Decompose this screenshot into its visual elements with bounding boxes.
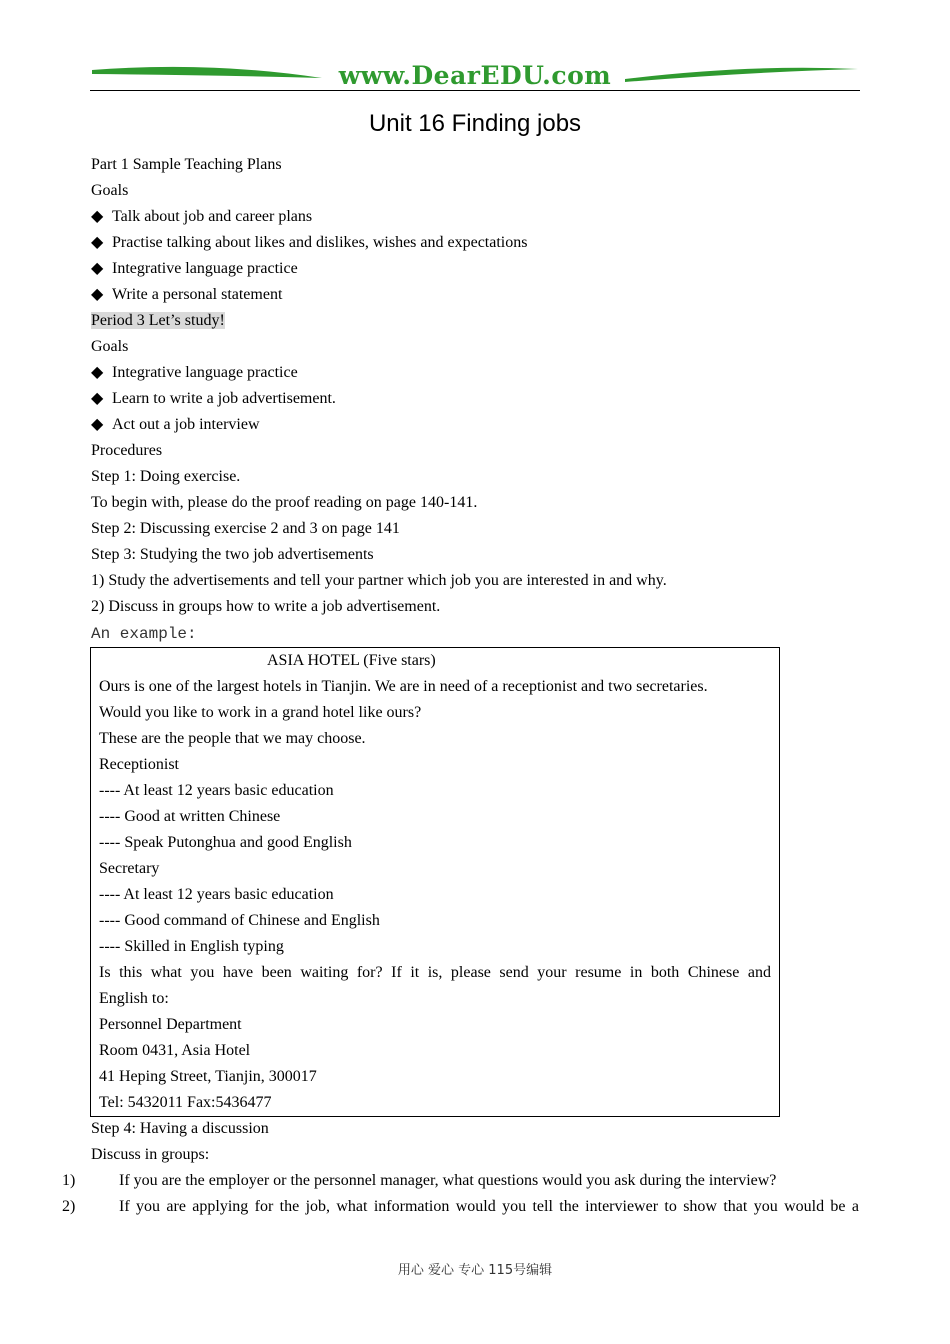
goal-item: ◆ Learn to write a job advertisement. <box>91 390 336 407</box>
ad-line: These are the people that we may choose. <box>99 730 366 747</box>
ad-line: ---- Good at written Chinese <box>99 808 281 825</box>
ad-line: ---- Speak Putonghua and good English <box>99 834 352 851</box>
procedure-line: 2) Discuss in groups how to write a job advertisement. <box>91 598 441 615</box>
ad-line: English to: <box>99 990 169 1007</box>
site-logo[interactable]: www.DearEDU.com <box>338 61 612 90</box>
ad-line: Tel: 5432011 Fax:5436477 <box>99 1094 272 1111</box>
diamond-bullet-icon: ◆ <box>91 416 104 433</box>
diamond-bullet-icon: ◆ <box>91 234 104 251</box>
procedure-line: Step 1: Doing exercise. <box>91 468 241 485</box>
ad-line: Room 0431, Asia Hotel <box>99 1042 251 1059</box>
ad-line: Is this what you have been waiting for? If it is, please send your resume in both Chinese and <box>99 964 771 981</box>
goals-label: Goals <box>91 182 129 199</box>
question-text: If you are applying for the job, what information would you tell the interviewer to show that you would be a <box>119 1198 859 1215</box>
ad-line: Secretary <box>99 860 160 877</box>
goal-item: ◆ Act out a job interview <box>91 416 260 433</box>
question-number: 1) <box>62 1172 76 1189</box>
header-rule <box>90 90 860 91</box>
part-heading: Part 1 Sample Teaching Plans <box>91 156 282 173</box>
step-heading: Step 4: Having a discussion <box>91 1120 269 1137</box>
goal-item: ◆ Talk about job and career plans <box>91 208 313 225</box>
ad-line: 41 Heping Street, Tianjin, 300017 <box>99 1068 317 1085</box>
diamond-bullet-icon: ◆ <box>91 208 104 225</box>
page-footer: 用心 爱心 专心 115号编辑 <box>397 1263 553 1278</box>
ad-line: ---- Good command of Chinese and English <box>99 912 380 929</box>
discuss-label: Discuss in groups: <box>91 1146 210 1163</box>
procedure-line: Step 2: Discussing exercise 2 and 3 on page 141 <box>91 520 400 537</box>
procedure-line: To begin with, please do the proof reading on page 140-141. <box>91 494 478 511</box>
ad-heading: ASIA HOTEL (Five stars) <box>267 652 436 669</box>
goal-item: ◆ Practise talking about likes and dislikes, wishes and expectations <box>91 234 528 251</box>
period-heading: Period 3 Let’s study! <box>91 312 225 329</box>
goal-item: ◆ Write a personal statement <box>91 286 283 303</box>
procedure-line: 1) Study the advertisements and tell your partner which job you are interested in and why. <box>91 572 667 589</box>
page-header <box>90 60 860 94</box>
ad-line: ---- At least 12 years basic education <box>99 886 334 903</box>
procedure-line: Step 3: Studying the two job advertisements <box>91 546 374 563</box>
diamond-bullet-icon: ◆ <box>91 260 104 277</box>
question-text: If you are the employer or the personnel manager, what questions would you ask during the interview? <box>119 1172 777 1189</box>
diamond-bullet-icon: ◆ <box>91 390 104 407</box>
ad-line: Would you like to work in a grand hotel like ours? <box>99 704 422 721</box>
ad-line: Receptionist <box>99 756 179 773</box>
ad-line: Personnel Department <box>99 1016 242 1033</box>
goal-item: ◆ Integrative language practice <box>91 364 298 381</box>
job-advertisement-box <box>90 647 780 1117</box>
diamond-bullet-icon: ◆ <box>91 364 104 381</box>
question-number: 2) <box>62 1198 76 1215</box>
procedure-line: Procedures <box>91 442 163 459</box>
ad-line: Ours is one of the largest hotels in Tianjin. We are in need of a receptionist and two secretaries. <box>99 678 708 695</box>
page-title: Unit 16 Finding jobs <box>368 110 582 137</box>
ad-line: ---- At least 12 years basic education <box>99 782 334 799</box>
goals-label: Goals <box>91 338 129 355</box>
example-label: An example: <box>91 625 197 643</box>
diamond-bullet-icon: ◆ <box>91 286 104 303</box>
ad-line: ---- Skilled in English typing <box>99 938 284 955</box>
goal-item: ◆ Integrative language practice <box>91 260 298 277</box>
